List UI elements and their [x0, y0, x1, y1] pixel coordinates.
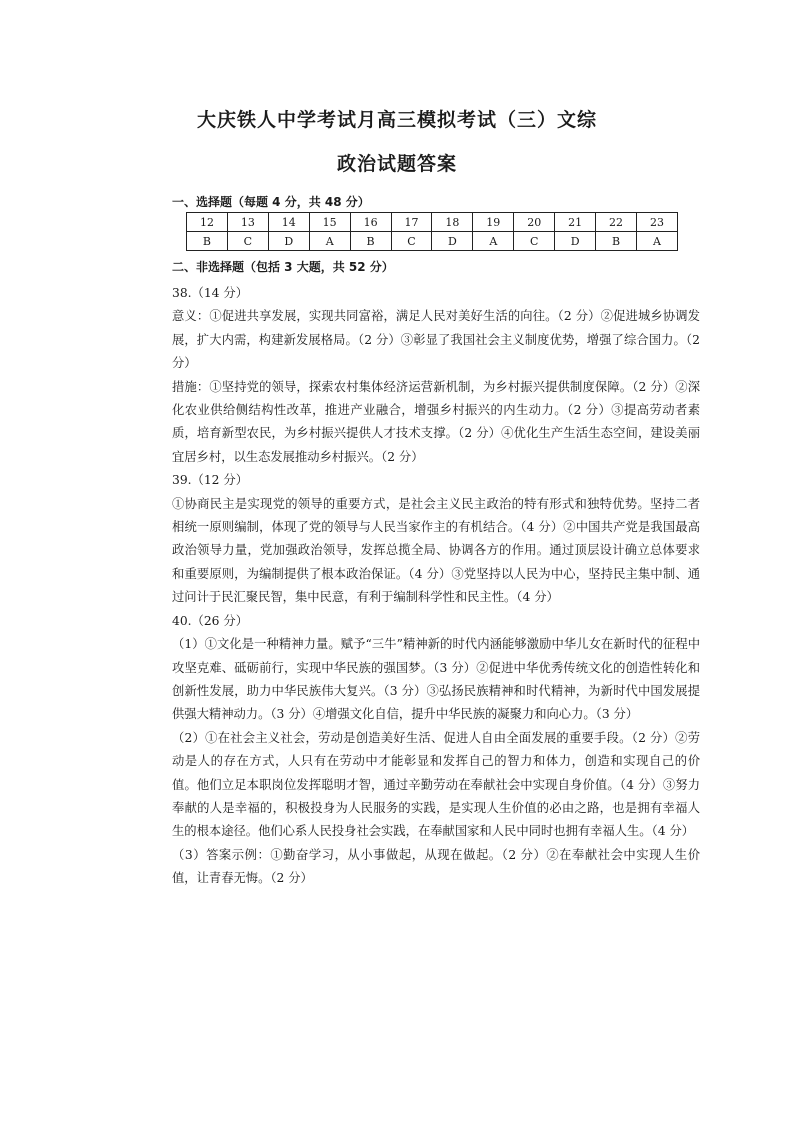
question-number-cell: 12 [187, 213, 228, 232]
answer-cell: A [309, 232, 350, 251]
answer-cell: C [227, 232, 268, 251]
answer-cell: D [432, 232, 473, 251]
question-39-heading: 39.（12 分） [172, 473, 249, 488]
question-number-cell: 14 [268, 213, 309, 232]
question-40-part-3: （3）答案示例：①勤奋学习，从小事做起，从现在做起。（2 分）②在奉献社会中实现人生价值，让青春无悔。（2 分） [172, 847, 700, 886]
question-38-significance: 意义：①促进共享发展，实现共同富裕，满足人民对美好生活的向往。（2 分）②促进城乡协调发展，扩大内需，构建新发展格局。（2 分）③彰显了我国社会主义制度优势，增强了综合国力。（2 分） [172, 309, 700, 371]
question-number-cell: 16 [350, 213, 391, 232]
question-number-cell: 21 [555, 213, 596, 232]
question-40-part-2: （2）①在社会主义社会，劳动是创造美好生活、促进人自由全面发展的重要手段。（2 分）②劳动是人的存在方式，人只有在劳动中才能彰显和发挥自己的智力和体力，创造和实现自己的价值。他们立足本职岗位发挥聪明才智，通过辛勤劳动在奉献社会中实现自身价值。（4 分）③努力奉献的人是幸福的，积极投身为人民服务的实践，是实现人生价值的必由之路，也是拥有幸福人生的根本途径。他们心系人民投身社会实践，在奉献国家和人民中同时也拥有幸福人生。（4 分） [172, 730, 700, 839]
section-open-questions-heading: 二、非选择题（包括 3 大题，共 52 分） [172, 260, 394, 274]
answer-table [186, 212, 678, 251]
answer-cell: B [596, 232, 637, 251]
question-40-part-1: （1）①文化是一种精神力量。赋予“三牛”精神新的时代内涵能够激励中华儿女在新时代的征程中攻坚克难、砥砺前行，实现中华民族的强国梦。（3 分）②促进中华优秀传统文化的创造性转化和创新性发展，助力中华民族伟大复兴。（3 分）③弘扬民族精神和时代精神，为新时代中国发展提供强大精神动力。（3 分）④增强文化自信，提升中华民族的凝聚力和向心力。（3 分） [172, 637, 700, 722]
question-number-cell: 15 [309, 213, 350, 232]
question-38-heading: 38.（14 分） [172, 286, 249, 300]
answer-cell: C [514, 232, 555, 251]
question-number-cell: 22 [596, 213, 637, 232]
question-number-cell: 20 [514, 213, 555, 232]
question-number-cell: 13 [227, 213, 268, 232]
question-number-cell: 23 [636, 213, 677, 232]
answer-cell: D [555, 232, 596, 251]
question-40-heading: 40.（26 分） [172, 613, 249, 628]
answer-cell: A [473, 232, 514, 251]
question-number-cell: 17 [391, 213, 432, 232]
answer-cell: D [268, 232, 309, 251]
question-38-measures: 措施：①坚持党的领导，探索农村集体经济运营新机制，为乡村振兴提供制度保障。（2 分）②深化农业供给侧结构性改革，推进产业融合，增强乡村振兴的内生动力。（2 分）③提高劳动者素质，培育新型农民，为乡村振兴提供人才技术支撑。（2 分）④优化生产生活生态空间，建设美丽宜居乡村，以生态发展推动乡村振兴。（2 分） [172, 379, 700, 464]
answer-table-answer-row [187, 232, 678, 251]
document-title: 大庆铁人中学考试月高三模拟考试（三）文综 [196, 109, 597, 131]
answer-cell: A [636, 232, 677, 251]
answer-table-number-row [187, 213, 678, 232]
answer-cell: C [391, 232, 432, 251]
answer-cell: B [350, 232, 391, 251]
answer-cell: B [187, 232, 228, 251]
document-subtitle: 政治试题答案 [336, 153, 457, 175]
answer-body [172, 282, 700, 891]
question-number-cell: 18 [432, 213, 473, 232]
section-multiple-choice-heading: 一、选择题（每题 4 分，共 48 分） [172, 195, 370, 209]
question-39-answer: ①协商民主是实现党的领导的重要方式，是社会主义民主政治的特有形式和独特优势。坚持二者相统一原则编制，体现了党的领导与人民当家作主的有机结合。（4 分）②中国共产党是我国最高政治领导力量，党加强政治领导，发挥总揽全局、协调各方的作用。通过顶层设计确立总体要求和重要原则，为编制提供了根本政治保证。（4 分）③党坚持以人民为中心，坚持民主集中制、通过问计于民汇聚民智，集中民意，有利于编制科学性和民主性。（4 分） [172, 496, 700, 605]
question-number-cell: 19 [473, 213, 514, 232]
